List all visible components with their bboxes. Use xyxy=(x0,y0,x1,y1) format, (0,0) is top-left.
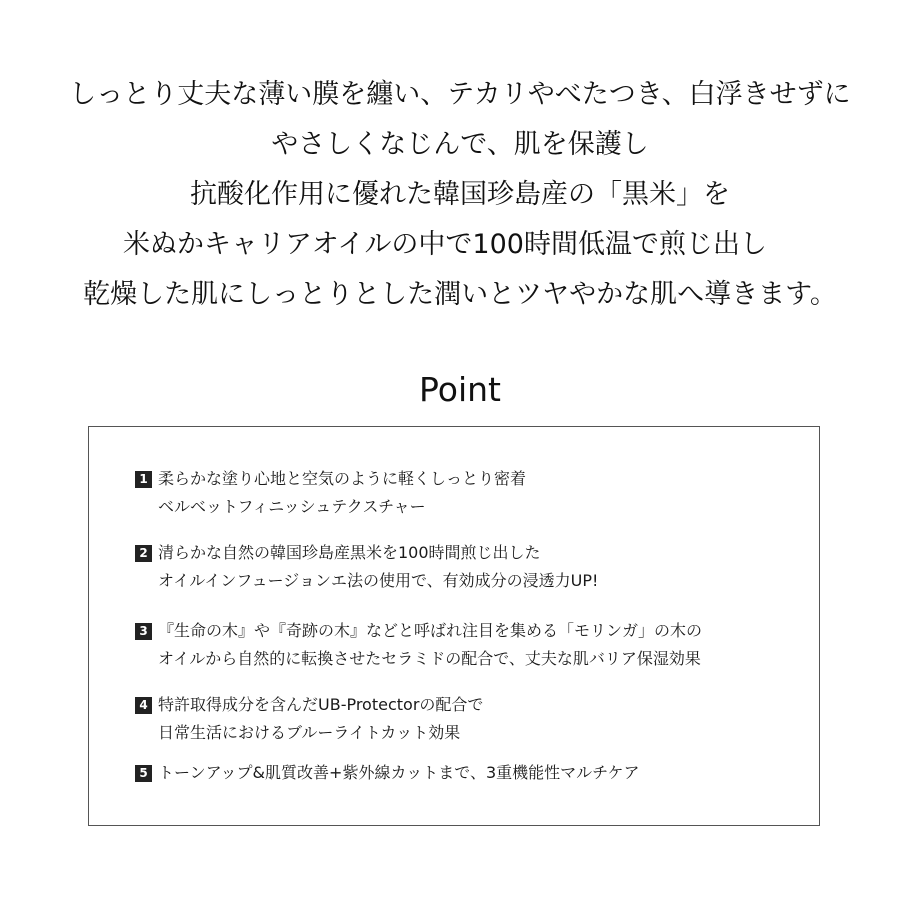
point-item-3-line-1: 『生命の木』や『奇跡の木』などと呼ばれ注目を集める「モリンガ」の木の xyxy=(158,621,703,640)
point-list-box xyxy=(88,426,820,826)
number-2-icon: 2 xyxy=(135,545,152,562)
point-item-1-line-2: ベルベットフィニッシュテクスチャー xyxy=(158,497,426,516)
intro-line-3: 抗酸化作用に優れた韓国珍島産の「黒米」を xyxy=(190,179,730,210)
number-1-icon: 1 xyxy=(135,471,152,488)
point-item-4 xyxy=(135,691,795,747)
point-item-2 xyxy=(135,539,795,595)
point-item-4-line-1: 特許取得成分を含んだUB-Protectorの配合で xyxy=(158,695,484,714)
point-item-2-line-2: オイルインフュージョンエ法の使用で、有効成分の浸透力UP! xyxy=(158,571,599,590)
number-3-icon: 3 xyxy=(135,623,152,640)
intro-line-1: しっとり丈夫な薄い膜を纏い、テカリやべたつき、白浮きせずに xyxy=(69,79,851,110)
point-heading: Point xyxy=(419,370,501,409)
intro-text xyxy=(0,70,920,320)
point-item-2-line-1: 清らかな自然の韓国珍島産黒米を100時間煎じ出した xyxy=(158,543,541,562)
point-item-3-line-2: オイルから自然的に転換させたセラミドの配合で、丈夫な肌バリア保湿効果 xyxy=(158,649,701,668)
point-item-4-line-2: 日常生活におけるブルーライトカット効果 xyxy=(158,723,461,742)
number-5-icon: 5 xyxy=(135,765,152,782)
point-item-1-line-1: 柔らかな塗り心地と空気のように軽くしっとり密着 xyxy=(158,469,527,488)
intro-line-5: 乾燥した肌にしっとりとした潤いとツヤやかな肌へ導きます。 xyxy=(83,279,837,310)
intro-line-4: 米ぬかキャリアオイルの中で100時間低温で煎じ出し xyxy=(123,229,767,260)
number-4-icon: 4 xyxy=(135,697,152,714)
intro-line-2: やさしくなじんで、肌を保護し xyxy=(271,129,649,160)
point-item-5 xyxy=(135,759,795,787)
point-item-1 xyxy=(135,465,795,521)
point-item-3 xyxy=(135,617,795,673)
point-item-5-line-1: トーンアップ&肌質改善+紫外線カットまで、3重機能性マルチケア xyxy=(158,763,640,782)
